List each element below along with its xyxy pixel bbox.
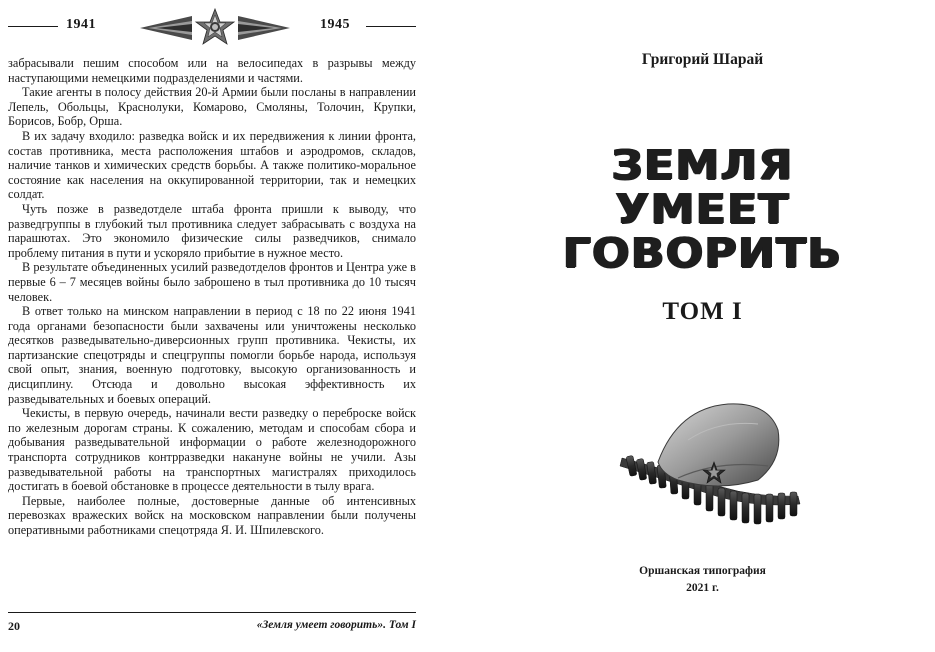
paragraph: В результате объединенных усилий разведотделов фронтов и Центра уже в первые 6 – 7 месяцев войны было заброшено в тыл противника до 10 тысяч человек.: [8, 260, 416, 304]
body-text: [8, 56, 416, 538]
book-title: [451, 143, 935, 275]
author-name: Григорий Шарай: [641, 51, 764, 68]
title-line: ГОВОРИТЬ: [562, 229, 843, 277]
page-number: 20: [8, 619, 20, 633]
paragraph: Чуть позже в разведотделе штаба фронта пришли к выводу, что разведгруппы в глубокий тыл противника следует забрасывать с воздуха на парашютах. Это экономило физические силы разведчиков, снимало проблему питания в пути и ускоряло прибытие в нужное место.: [8, 201, 416, 260]
right-page: [470, 0, 935, 652]
soldier-cap-with-ammo-belt-icon: [618, 400, 808, 532]
paragraph: В ответ только на минском направлении в период с 18 по 22 июня 1941 года органами безопасности были захвачены или уничтожены несколько десятков разведывательно-диверсионных групп противника. Чекисты, их партизанские спецотряды и спецгруппы помогли борьбе народа, используя свой опыт, знания, военную подготовку, высокую организованность и дисциплину. Отсюда и довольно высокая эффективность их разведывательных и боевых операций.: [8, 304, 416, 406]
publication-year: 2021 г.: [686, 582, 719, 594]
paragraph: Чекисты, в первую очередь, начинали вести разведку о переброске войск по железным дорогам страны. К сожалению, методам и способам сбора и добывания разведывательной информации о работе железнодорожного транспорта сотрудников контрразведки накануне войны не учили. Азы разведывательной работы на транспортных магистралях приходилось достигать в боевой обстановке в процессе деятельности в тылу врага.: [8, 406, 416, 494]
header-rule-left: [8, 26, 58, 27]
order-patriotic-war-emblem-icon: [130, 8, 300, 48]
paragraph: В их задачу входило: разведка войск и их передвижения к линии фронта, состав противника, места расположения штабов и аэродромов, складов, наличие танков и химических средств борьбы. А также политико-моральное состояние как населения на оккупированной территории, так и немецких солдат.: [8, 128, 416, 202]
paragraph: забрасывали пешим способом или на велосипедах в разрывы между наступающими немецкими подразделениями и частями.: [8, 56, 416, 85]
footer-rule: [8, 612, 416, 613]
publisher: Оршанская типография: [639, 565, 766, 577]
header-rule-right: [366, 26, 416, 27]
paragraph: Первые, наиболее полные, достоверные данные об интенсивных перевозках вражеских войск на московском направлении были получены оперативными работниками спецотряда Я. И. Шпилевского.: [8, 493, 416, 537]
title-line: ЗЕМЛЯ: [611, 141, 794, 189]
paragraph: Такие агенты в полосу действия 20-й Армии были посланы в направлении Лепель, Обольцы, Краснолуки, Комарово, Смоляны, Толочин, Крупки, Борисов, Бобр, Орша.: [8, 85, 416, 129]
running-title: «Земля умеет говорить». Том I: [256, 619, 416, 631]
year-end: 1945: [320, 17, 350, 32]
title-line: УМЕЕТ: [615, 185, 790, 233]
year-start: 1941: [66, 17, 96, 32]
page-header: [8, 8, 416, 46]
volume-label: ТОМ I: [662, 298, 743, 325]
